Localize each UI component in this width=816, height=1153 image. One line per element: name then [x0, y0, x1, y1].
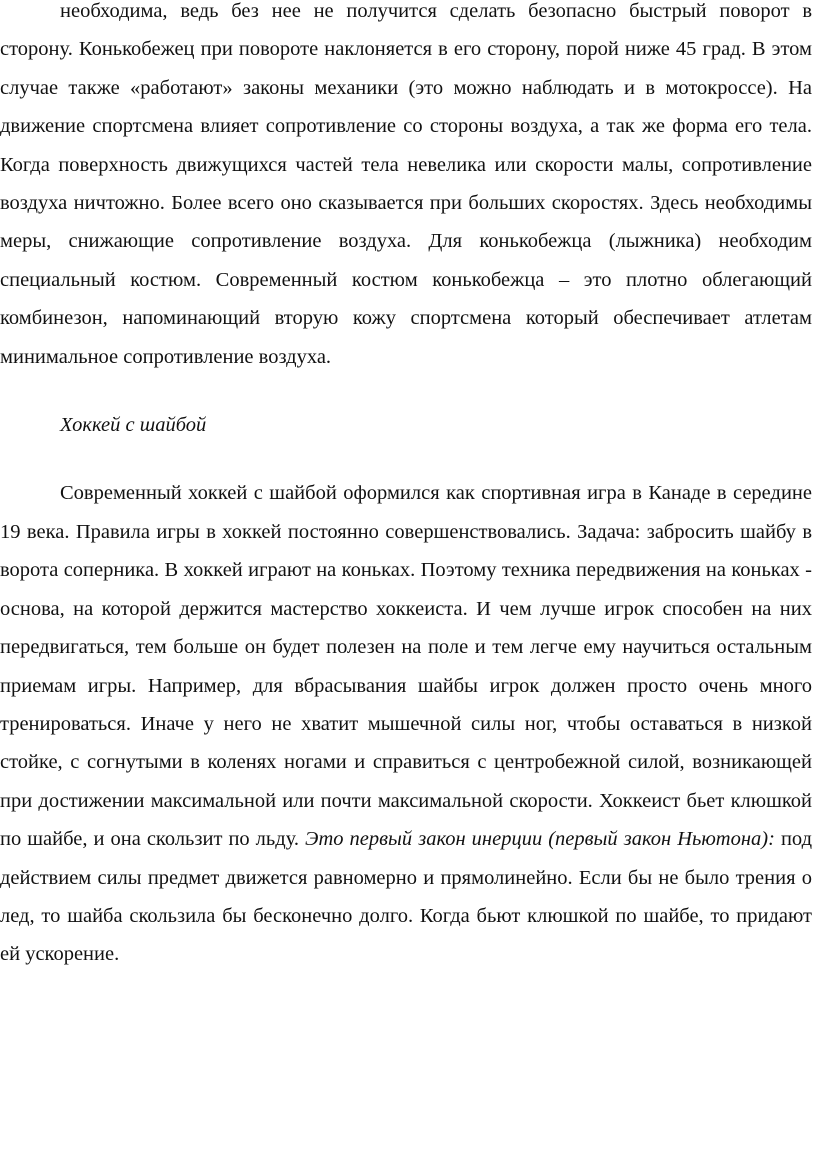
paragraph-hockey-text-start: Современный хоккей с шайбой оформился как спортивная игра в Канаде в середине 19 века. Правила игры в хоккей постоянно совершенствовались. Задача: забросить шайбу в ворота соперника. В хоккей играют на коньках. Поэтому техника передвижения на коньках - основа, на которой держится мастерство хоккеиста. И чем лучше игрок способен на них передвигаться, тем больше он будет полезен на поле и тем легче ему научиться остальным приемам игры. Например, для вбрасывания шайбы игрок должен просто очень много тренироваться. Иначе у него не хватит мышечной силы ног, чтобы оставаться в низкой стойке, с согнутыми в коленях ногами и справиться с центробежной силой, возникающей при достижении максимальной или почти максимальной скорости. Хоккеист бьет клюшкой по шайбе, и она скользит по льду.	[0, 482, 812, 851]
paragraph-hockey-history	[0, 474, 812, 973]
paragraph-skating-mechanics: необходима, ведь без нее не получится сделать безопасно быстрый поворот в сторону. Конькобежец при повороте наклоняется в его сторону, порой ниже 45 град. В этом случае также «работают» законы механики (это можно наблюдать и в мотокроссе). На движение спортсмена влияет сопротивление со стороны воздуха, а так же форма его тела. Когда поверхность движущихся частей тела невелика или скорости малы, сопротивление воздуха ничтожно. Более всего оно сказывается при больших скоростях. Здесь необходимы меры, снижающие сопротивление воздуха. Для конькобежца (лыжника) необходим специальный костюм. Современный костюм конькобежца – это плотно облегающий комбинезон, напоминающий вторую кожу спортсмена который обеспечивает атлетам минимальное сопротивление воздуха.	[0, 0, 812, 368]
newton-law-italic-text: Это первый закон инерции (первый закон Ньютона):	[305, 828, 775, 851]
paragraph-hockey-text-end: под действием силы предмет движется равномерно и прямолинейно. Если бы не было трения о лед, то шайба скользила бы бесконечно долго. Когда бьют клюшкой по шайбе, то придают ей ускорение.	[0, 828, 813, 966]
section-heading-hockey: Хоккей с шайбой	[60, 414, 207, 437]
